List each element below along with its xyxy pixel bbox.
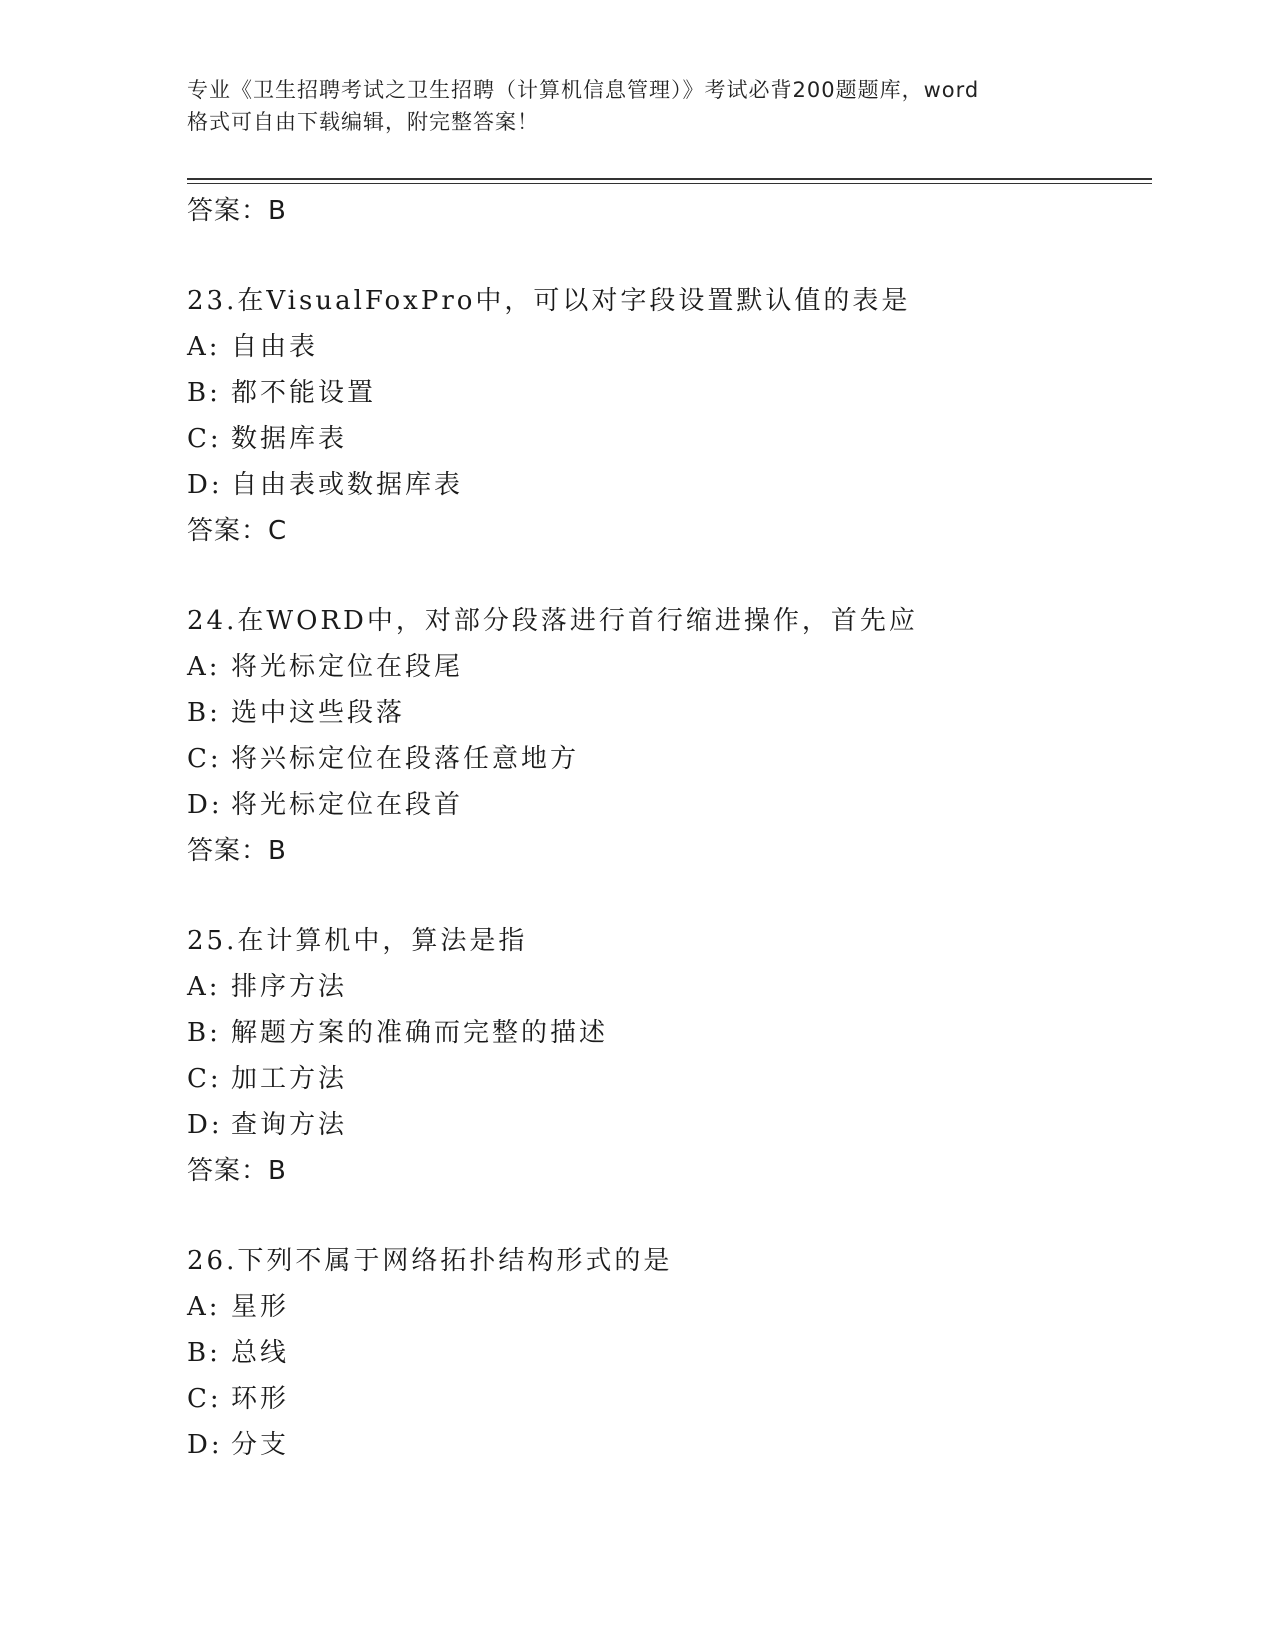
question-list <box>187 188 1147 1468</box>
option-c <box>187 416 1147 462</box>
option-d <box>187 1102 1147 1148</box>
option-text: 分支 <box>231 1430 290 1460</box>
option-text: 环形 <box>231 1384 290 1414</box>
question-text <box>187 918 1147 964</box>
option-letter: B: <box>187 378 221 408</box>
header-line-2: 格式可自由下载编辑，附完整答案！ <box>187 110 539 134</box>
option-letter: C: <box>187 744 222 774</box>
option-c <box>187 1376 1147 1422</box>
option-d <box>187 1422 1147 1468</box>
option-text: 将光标定位在段尾 <box>231 652 464 682</box>
option-letter: A: <box>187 1292 221 1322</box>
option-text: 总线 <box>231 1338 290 1368</box>
option-letter: D: <box>187 790 223 820</box>
option-text: 自由表或数据库表 <box>231 470 464 500</box>
option-c <box>187 736 1147 782</box>
option-text: 加工方法 <box>231 1064 348 1094</box>
option-b <box>187 1330 1147 1376</box>
question-text <box>187 278 1147 324</box>
document-header <box>187 74 1107 138</box>
option-text: 星形 <box>231 1292 290 1322</box>
question-block <box>187 1238 1147 1468</box>
option-b <box>187 1010 1147 1056</box>
option-text: 数据库表 <box>231 424 348 454</box>
option-letter: B: <box>187 1018 221 1048</box>
option-letter: C: <box>187 1384 222 1414</box>
option-letter: D: <box>187 470 223 500</box>
question-block <box>187 278 1147 554</box>
option-letter: C: <box>187 424 222 454</box>
option-a <box>187 964 1147 1010</box>
header-line-1: 专业《卫生招聘考试之卫生招聘（计算机信息管理）》考试必背200题题库，word <box>187 78 980 102</box>
question-text <box>187 1238 1147 1284</box>
question-text <box>187 598 1147 644</box>
option-text: 都不能设置 <box>231 378 377 408</box>
option-d <box>187 782 1147 828</box>
question-stem: 在计算机中，算法是指 <box>237 926 528 956</box>
option-text: 查询方法 <box>231 1110 348 1140</box>
option-letter: D: <box>187 1110 223 1140</box>
option-d <box>187 462 1147 508</box>
option-text: 自由表 <box>231 332 319 362</box>
option-letter: A: <box>187 972 221 1002</box>
option-text: 将光标定位在段首 <box>231 790 464 820</box>
option-b <box>187 370 1147 416</box>
question-number: 24. <box>187 606 238 636</box>
option-text: 将兴标定位在段落任意地方 <box>231 744 580 774</box>
option-b <box>187 690 1147 736</box>
option-letter: B: <box>187 698 221 728</box>
option-letter: A: <box>187 652 221 682</box>
option-a <box>187 324 1147 370</box>
option-letter: C: <box>187 1064 222 1094</box>
option-text: 排序方法 <box>231 972 348 1002</box>
answer-line: 答案：B <box>187 836 287 866</box>
answer-line: 答案：B <box>187 1156 287 1186</box>
question-number: 25. <box>187 926 238 956</box>
question-number: 23. <box>187 286 238 316</box>
header-divider-thin <box>187 183 1152 184</box>
option-letter: B: <box>187 1338 221 1368</box>
question-stem: 在VisualFoxPro中，可以对字段设置默认值的表是 <box>237 286 911 316</box>
question-stem: 下列不属于网络拓扑结构形式的是 <box>237 1246 673 1276</box>
answer-line: 答案：B <box>187 196 287 226</box>
option-text: 选中这些段落 <box>231 698 406 728</box>
answer-line: 答案：C <box>187 516 288 546</box>
header-divider-thick <box>187 178 1152 180</box>
question-stem: 在WORD中，对部分段落进行首行缩进操作，首先应 <box>237 606 918 636</box>
question-block <box>187 598 1147 874</box>
option-a <box>187 1284 1147 1330</box>
option-letter: A: <box>187 332 221 362</box>
option-a <box>187 644 1147 690</box>
option-text: 解题方案的准确而完整的描述 <box>231 1018 609 1048</box>
question-number: 26. <box>187 1246 238 1276</box>
question-block <box>187 918 1147 1194</box>
option-c <box>187 1056 1147 1102</box>
option-letter: D: <box>187 1430 223 1460</box>
